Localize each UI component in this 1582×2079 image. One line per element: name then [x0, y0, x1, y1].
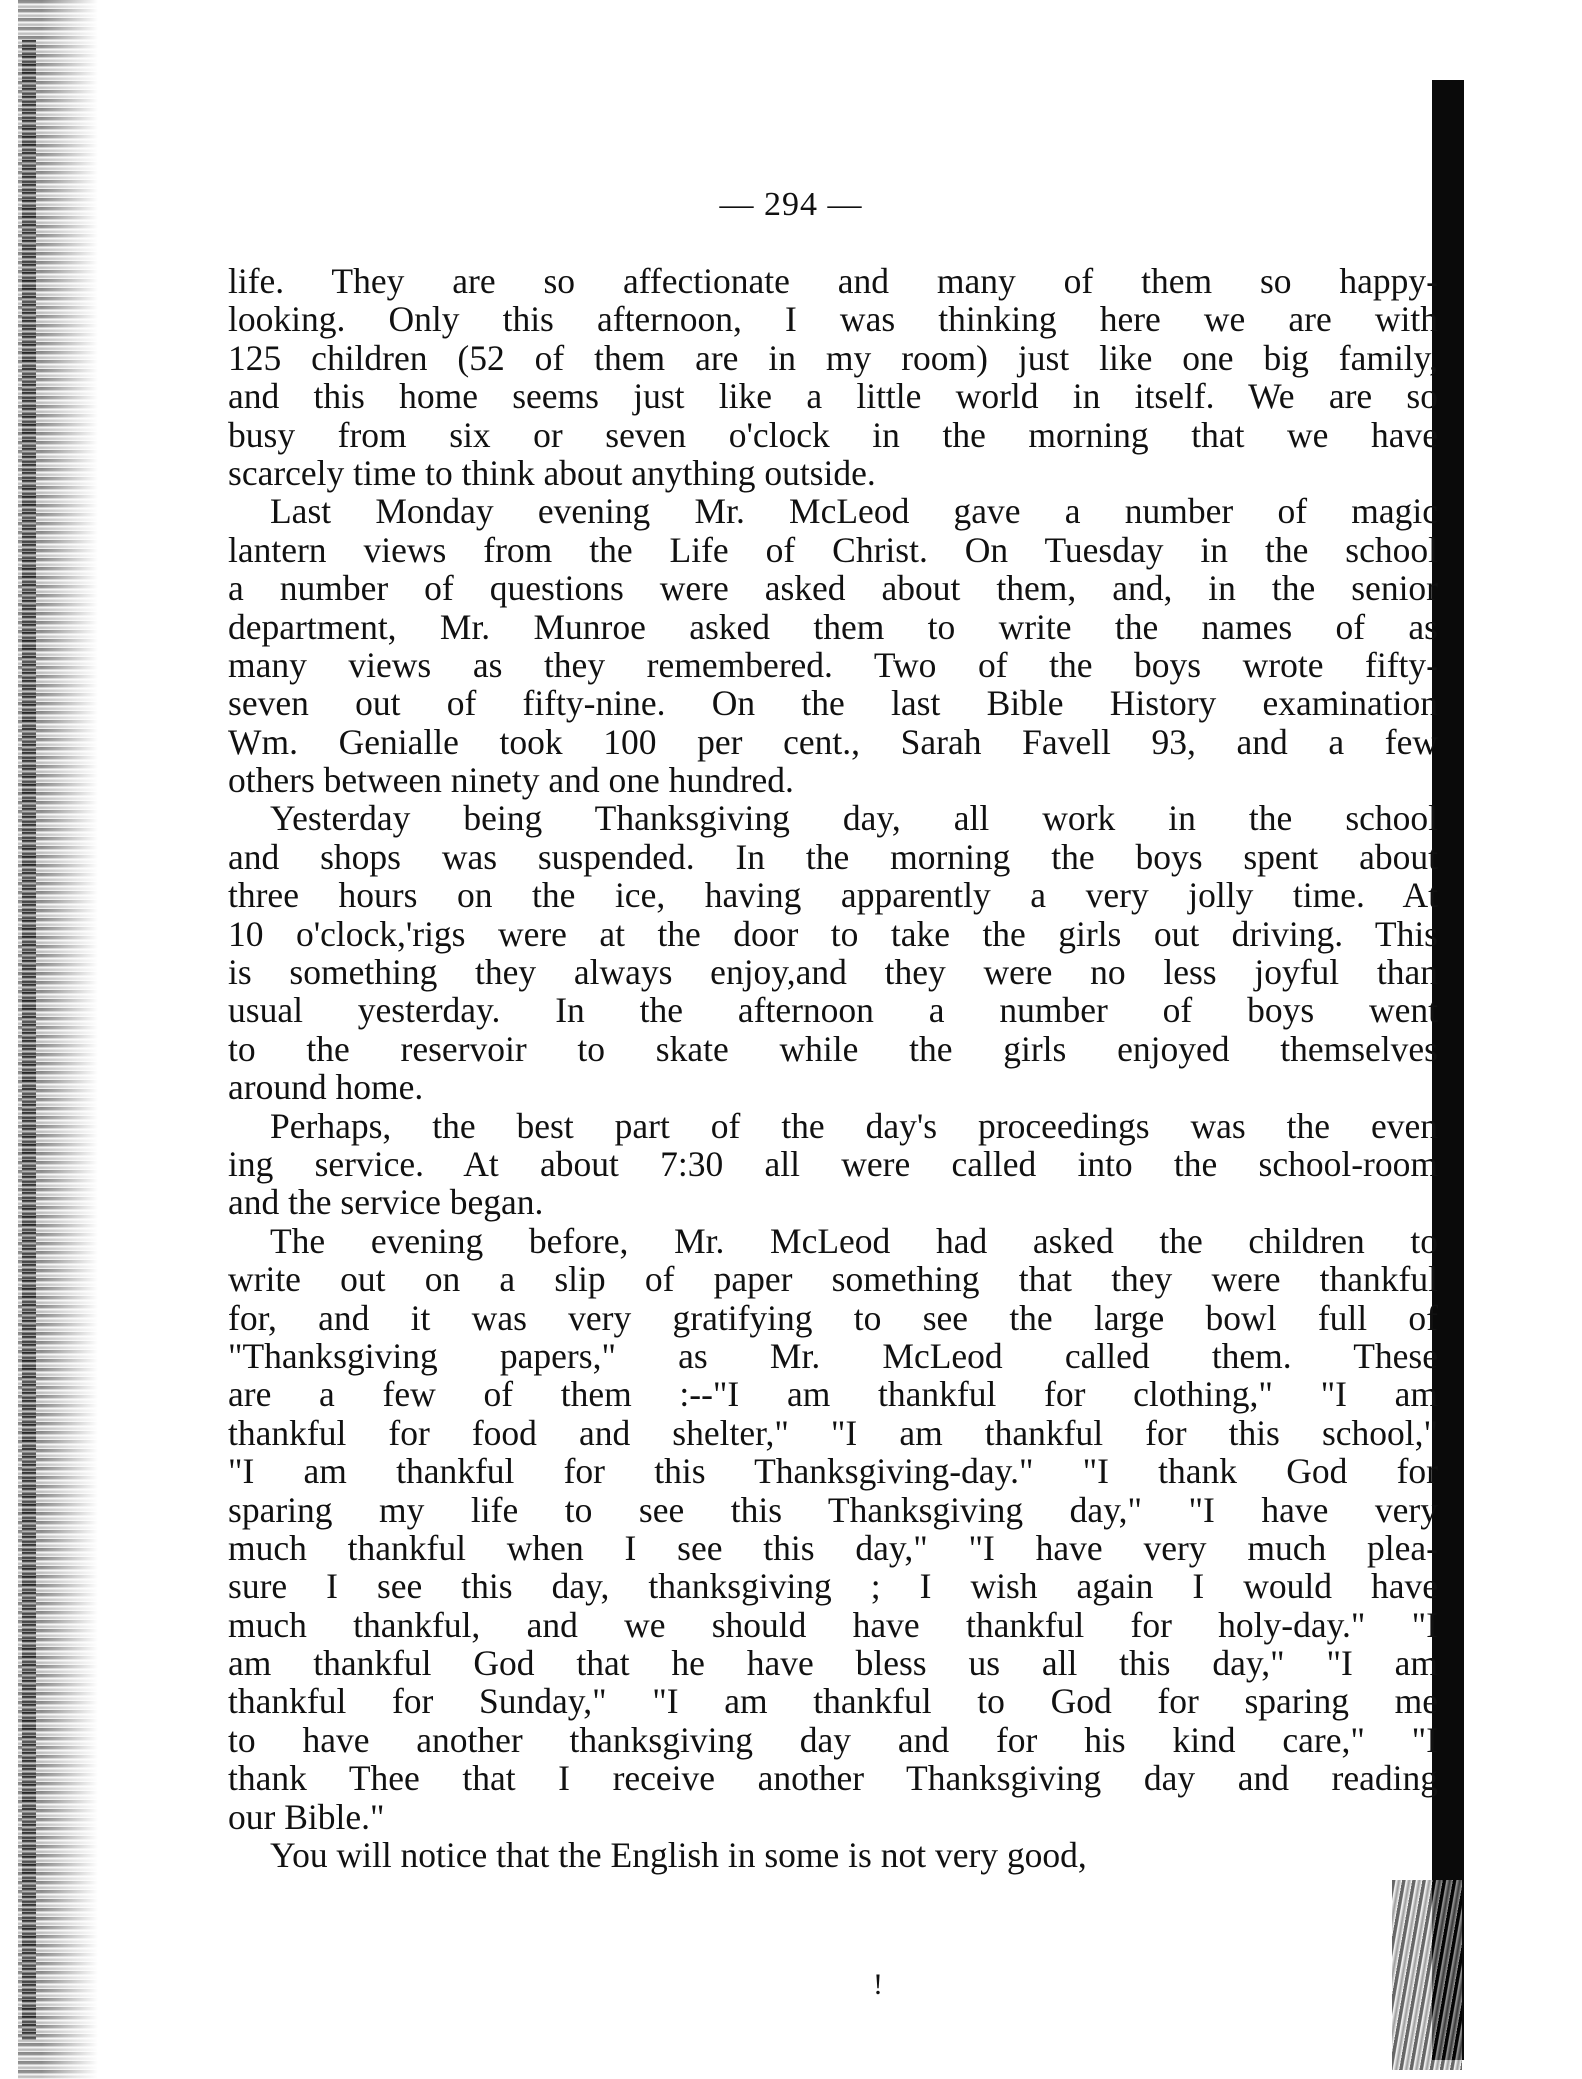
text-line: many views as they remembered. Two of the boys wrote fifty-: [228, 644, 1438, 685]
text-line: lantern views from the Life of Christ. On Tuesday in the school: [228, 529, 1438, 570]
text-line: 125 children (52 of them are in my room) just like one big family,: [228, 337, 1438, 378]
text-line: Perhaps, the best part of the day's proceedings was the even: [270, 1105, 1438, 1146]
text-line: "I am thankful for this Thanksgiving-day." "I thank God for: [228, 1451, 1438, 1492]
text-line: write out on a slip of paper something that they were thankful: [228, 1259, 1438, 1300]
text-line: much thankful when I see this day," "I have very much plea-: [228, 1527, 1438, 1568]
paragraph: [228, 492, 1438, 799]
paragraph: [228, 1222, 1438, 1836]
paragraph: [228, 262, 1438, 492]
text-line: others between ninety and one hundred.: [228, 760, 794, 801]
text-line: three hours on the ice, having apparently a very jolly time. At: [228, 875, 1438, 916]
text-line: and the service began.: [228, 1182, 544, 1223]
text-line: "Thanksgiving papers," as Mr. McLeod called them. These: [228, 1335, 1438, 1376]
body-text: [228, 262, 1438, 1874]
text-line: thankful for Sunday," "I am thankful to God for sparing me: [228, 1681, 1438, 1722]
text-line: and shops was suspended. In the morning the boys spent about: [228, 836, 1438, 877]
text-line: sure I see this day, thanksgiving ; I wish again I would have: [228, 1566, 1438, 1607]
text-line: to the reservoir to skate while the girls enjoyed themselves: [228, 1028, 1438, 1069]
paragraph: [228, 799, 1438, 1106]
binding-edge: [22, 40, 36, 2040]
text-line: for, and it was very gratifying to see the large bowl full of: [228, 1297, 1438, 1338]
text-line: looking. Only this afternoon, I was thinking here we are with: [228, 299, 1438, 340]
text-line: life. They are so affectionate and many of them so happy-: [228, 261, 1438, 301]
text-line: thank Thee that I receive another Thanksgiving day and reading: [228, 1758, 1438, 1799]
text-line: You will notice that the English in some is not very good,: [270, 1835, 1087, 1876]
text-line: busy from six or seven o'clock in the morning that we have: [228, 414, 1438, 455]
text-line: Wm. Genialle took 100 per cent., Sarah Favell 93, and a few: [228, 721, 1438, 762]
text-line: our Bible.": [228, 1796, 385, 1837]
footer-mark: !: [873, 1968, 883, 2001]
page-number: — 294 —: [719, 186, 863, 223]
text-line: Last Monday evening Mr. McLeod gave a number of magic: [270, 491, 1438, 532]
text-line: is something they always enjoy,and they were no less joyful than: [228, 952, 1438, 993]
text-line: thankful for food and shelter," "I am thankful for this school,": [228, 1412, 1438, 1453]
text-line: and this home seems just like a little world in itself. We are so: [228, 376, 1438, 417]
text-line: ing service. At about 7:30 all were called into the school-room: [228, 1143, 1438, 1184]
text-line: department, Mr. Munroe asked them to write the names of as: [228, 606, 1438, 647]
text-line: The evening before, Mr. McLeod had asked the children to: [270, 1220, 1438, 1261]
text-line: around home.: [228, 1067, 424, 1108]
text-line: sparing my life to see this Thanksgiving day," "I have very: [228, 1489, 1438, 1530]
text-line: a number of questions were asked about them, and, in the senior: [228, 568, 1438, 609]
text-line: to have another thanksgiving day and for his kind care," "I: [228, 1719, 1438, 1760]
text-line: seven out of fifty-nine. On the last Bible History examination: [228, 683, 1438, 724]
text-line: much thankful, and we should have thankful for holy-day." "I: [228, 1604, 1438, 1645]
text-line: usual yesterday. In the afternoon a number of boys went: [228, 990, 1438, 1031]
text-line: Yesterday being Thanksgiving day, all work in the school: [270, 798, 1438, 839]
text-line: 10 o'clock,'rigs were at the door to take the girls out driving. This: [228, 913, 1438, 954]
text-line: scarcely time to think about anything outside.: [228, 452, 876, 493]
paragraph: [228, 1836, 1438, 1874]
text-line: are a few of them :--"I am thankful for clothing," "I am: [228, 1374, 1438, 1415]
paragraph: [228, 1107, 1438, 1222]
text-line: am thankful God that he have bless us all this day," "I am: [228, 1643, 1438, 1684]
right-scan-fray: [1392, 1880, 1462, 2070]
